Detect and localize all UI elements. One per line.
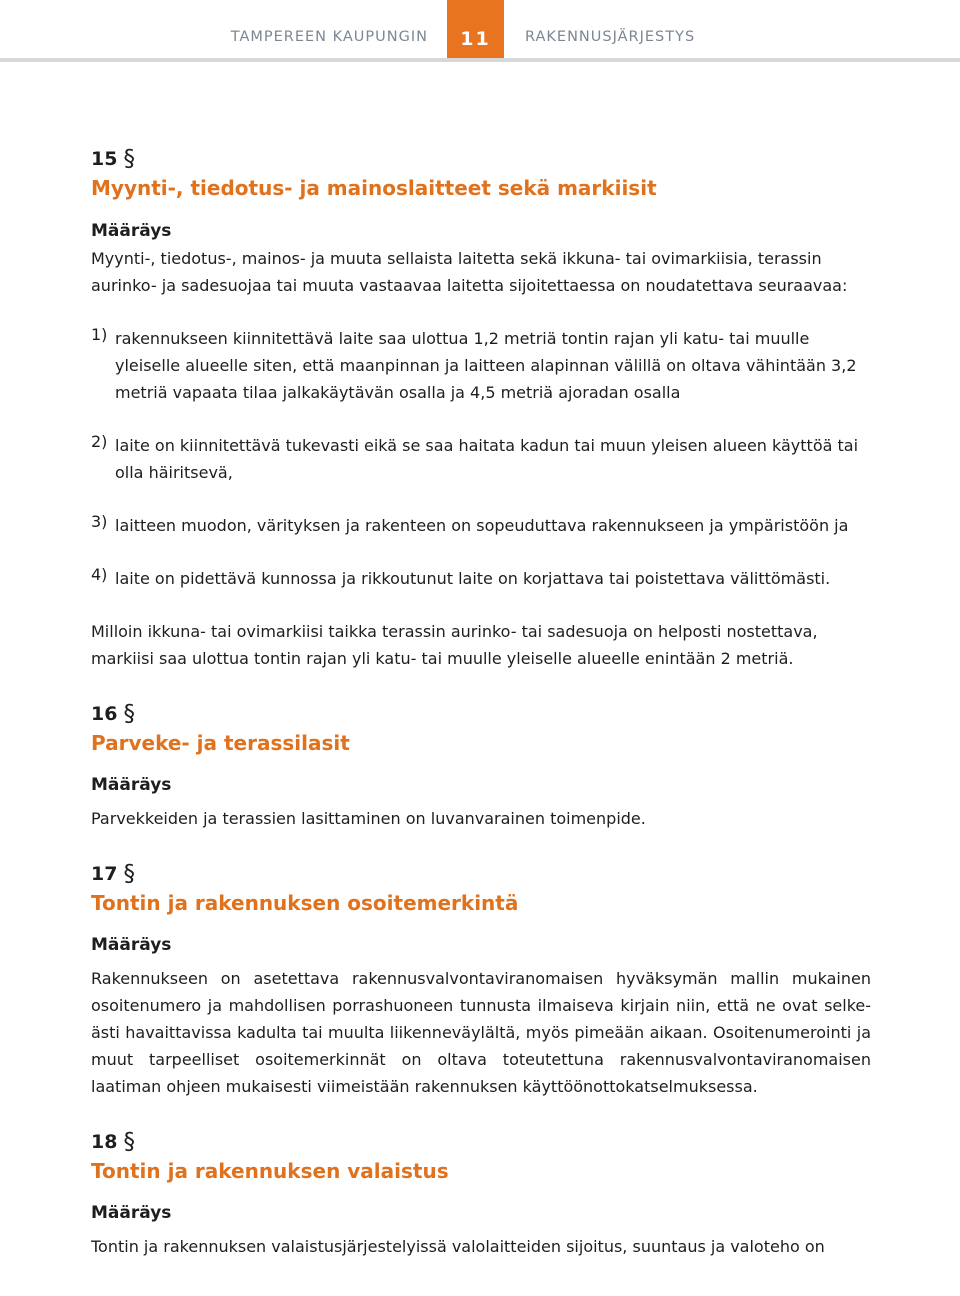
regulation-label: Määräys <box>91 1203 172 1223</box>
list-item <box>91 325 871 406</box>
section-body: Parvekkeiden ja terassien lasittaminen on luvanvarainen toimenpide. <box>91 809 646 828</box>
section-number: 18 § <box>91 1129 135 1155</box>
section-15 <box>91 143 871 672</box>
page-content <box>91 143 871 1260</box>
list-item-text: laitteen muodon, värityksen ja rakenteen on sopeuduttava rakennukseen ja ympäristöön ja <box>115 516 849 535</box>
section-number: 16 § <box>91 701 135 727</box>
section-title: Myynti-, tiedotus- ja mainoslaitteet sekä markiisit <box>91 176 657 200</box>
section-16 <box>91 698 871 832</box>
list-item-number: 1) <box>91 325 108 344</box>
section-number: 17 § <box>91 861 135 887</box>
section-body: Rakennukseen on asetettava rakennusvalvontaviranomaisen hyväksymän mallin mukainen osoitenumero ja mahdollisen porrashuoneen tunnusta ilmaiseva kirjain niin, että ne ovat selke-ästi havaittavissa kadulta tai muulta liikenneväylältä, myös pimeään aikaan. Osoitenumerointi ja muut tarpeelliset osoitemerkinnät on oltava toteutettuna rakennusvalvontaviranomaisen laatiman ohjeen mukaisesti viimeistään rakennuksen käyttöönottokatselmuksessa. <box>91 969 871 1096</box>
list-item-number: 4) <box>91 565 108 584</box>
section-symbol-icon: § <box>123 861 135 887</box>
regulation-label: Määräys <box>91 935 172 955</box>
section-title: Parveke- ja terassilasit <box>91 731 350 755</box>
section-closing: Milloin ikkuna- tai ovimarkiisi taikka terassin aurinko- tai sadesuoja on helposti nostettava, markiisi saa ulottua tontin rajan yli katu- tai muulle yleiselle alueelle enintään 2 metriä. <box>91 622 818 668</box>
list-item-text: laite on kiinnitettävä tukevasti eikä se saa haitata kadun tai muun yleisen alueen käyttöä tai olla häiritsevä, <box>115 436 859 482</box>
section-symbol-icon: § <box>123 701 135 727</box>
list-item-text: rakennukseen kiinnitettävä laite saa ulottua 1,2 metriä tontin rajan yli katu- tai muulle yleiselle alueelle siten, että maanpinnan ja laitteen alapinnan välillä on oltava vähintään 3,2 metriä vapaata tilaa jalkakäytävän osalla ja 4,5 metriä ajoradan osalla <box>115 329 857 402</box>
regulation-label: Määräys <box>91 221 172 241</box>
section-title: Tontin ja rakennuksen osoitemerkintä <box>91 891 519 915</box>
page-header <box>0 0 960 62</box>
section-symbol-icon: § <box>123 146 135 172</box>
header-city: TAMPEREEN KAUPUNGIN <box>230 29 428 45</box>
page-number: 11 <box>447 0 504 58</box>
section-body: Tontin ja rakennuksen valaistusjärjestelyissä valolaitteiden sijoitus, suuntaus ja valoteho on <box>91 1237 825 1256</box>
list-item <box>91 432 871 486</box>
section-18 <box>91 1126 871 1260</box>
section-title: Tontin ja rakennuksen valaistus <box>91 1159 449 1183</box>
list-item <box>91 565 871 592</box>
list-item <box>91 512 871 539</box>
list-item-text: laite on pidettävä kunnossa ja rikkoutunut laite on korjattava tai poistettava välittömästi. <box>115 569 831 588</box>
header-document-title: RAKENNUSJÄRJESTYS <box>525 29 696 45</box>
regulation-label: Määräys <box>91 775 172 795</box>
list-item-number: 3) <box>91 512 108 531</box>
list-item-number: 2) <box>91 432 108 451</box>
section-number: 15 § <box>91 146 135 172</box>
section-symbol-icon: § <box>123 1129 135 1155</box>
section-intro: Myynti-, tiedotus-, mainos- ja muuta sellaista laitetta sekä ikkuna- tai ovimarkiisia, terassin aurinko- ja sadesuojaa tai muuta vastaavaa laitetta sijoitettaessa on noudatettava seuraavaa: <box>91 249 848 295</box>
section-17 <box>91 858 871 1100</box>
